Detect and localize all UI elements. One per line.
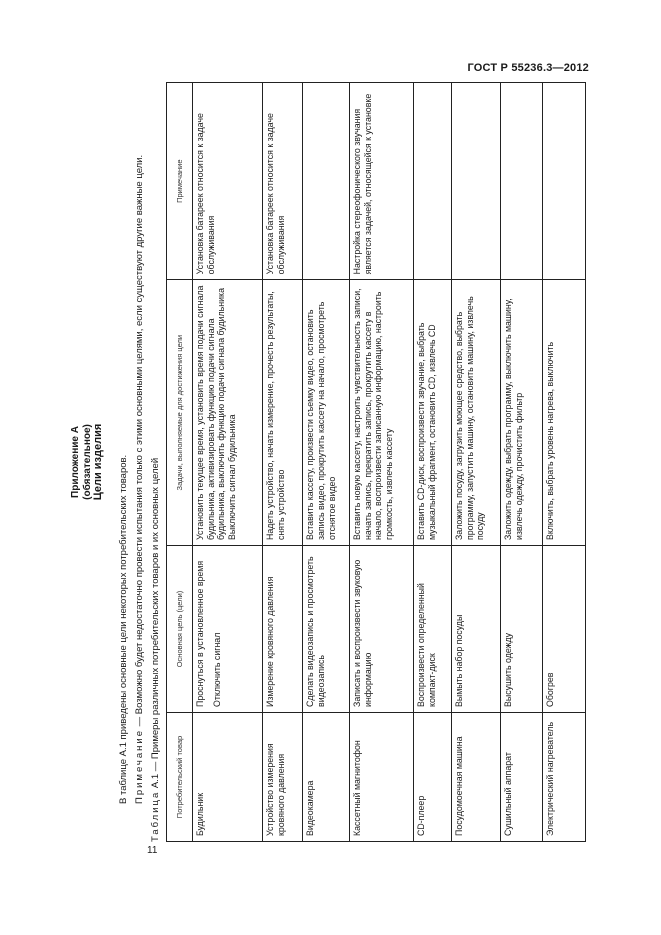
cell-tasks xyxy=(193,280,263,546)
note-label: Примечание xyxy=(134,729,145,804)
cell-product: Видеокамера xyxy=(303,712,350,841)
cell-product: Будильник xyxy=(193,712,263,841)
cell-product: Сушильный аппарат xyxy=(501,712,543,841)
goal-text: Проснуться в установленное время xyxy=(195,560,205,707)
cell-product: Устройство измерения кровяного давления xyxy=(263,712,303,841)
cell-product: Кассетный магнитофон xyxy=(350,712,414,841)
header-tasks: Задачи, выполняемые для достижения цели xyxy=(167,280,193,546)
cell-goal: Высушить одежду xyxy=(501,546,543,713)
table-row xyxy=(452,83,501,842)
cell-goal: Записать и воспроизвести звуковую информацию xyxy=(350,546,414,713)
cell-note xyxy=(413,83,451,280)
cell-note xyxy=(543,83,586,280)
note-text: — Возможно будет недостаточно провести испытания только с этими основными целями, если существуют другие важные цели. xyxy=(134,154,145,729)
table-row xyxy=(543,83,586,842)
cell-note: Установка батареек относится к задаче обслуживания xyxy=(263,83,303,280)
cell-note: Настройка стереофонического звучания является задачей, относящейся к установке xyxy=(350,83,414,280)
intro-paragraph: В таблице А.1 приведены основные цели некоторых потребительских товаров. xyxy=(118,454,129,804)
cell-goal: Вымыть набор посуды xyxy=(452,546,501,713)
table-caption xyxy=(150,82,162,842)
cell-goal: Сделать видеозапись и просмотреть видеозапись xyxy=(303,546,350,713)
cell-goal: Измерение кровяного давления xyxy=(263,546,303,713)
cell-product: Посудомоечная машина xyxy=(452,712,501,841)
cell-tasks: Вставить новую кассету, настроить чувствительность записи, начать запись, прекратить запись, прокрутить кассету в начало, воспроизвести записанную информацию, настроить громкость, извлечь кассету xyxy=(350,280,414,546)
section-heading: Цели изделия xyxy=(92,423,104,501)
table-row xyxy=(350,83,414,842)
cell-tasks: Заложить посуду, загрузить моющее средство, выбрать программу, запустить машину, остановить машину, извлечь посуду xyxy=(452,280,501,546)
cell-goal xyxy=(193,546,263,713)
cell-tasks: Включить, выбрать уровень нагрева, выключить xyxy=(543,280,586,546)
header-note: Примечание xyxy=(167,83,193,280)
cell-tasks: Вставить CD-диск, воспроизвести звучание, выбрать музыкальный фрагмент, остановить CD, извлечь CD xyxy=(413,280,451,546)
goal-text-secondary: Отключить сигнал xyxy=(211,632,222,707)
cell-tasks: Вставить кассету, произвести съемку видео, остановить запись видео, прокрутить кассету на начало, просмотреть отснятое видео xyxy=(303,280,350,546)
header-goal: Основная цель (цели) xyxy=(167,546,193,713)
cell-tasks: Заложить одежду, выбрать программу, выключить машину, извлечь одежду, прочистить фильтр xyxy=(501,280,543,546)
header-product: Потребительский товар xyxy=(167,712,193,841)
cell-product: CD-плеер xyxy=(413,712,451,841)
annex-title: Приложение А (обязательное) xyxy=(70,424,93,500)
table-row xyxy=(303,83,350,842)
table-row xyxy=(413,83,451,842)
rotated-content xyxy=(70,82,590,842)
document-id: ГОСТ Р 55236.3—2012 xyxy=(467,62,589,74)
table-row xyxy=(501,83,543,842)
table-title: А.1 — Примеры различных потребительских товаров и их основных целей xyxy=(150,457,161,791)
table-row xyxy=(193,83,263,842)
cell-note: Установка батареек относится к задаче обслуживания xyxy=(193,83,263,280)
tasks-text-secondary: Выключить сигнал будильника xyxy=(226,414,237,541)
table-row xyxy=(263,83,303,842)
cell-note xyxy=(303,83,350,280)
page-number: 11 xyxy=(147,845,158,856)
cell-goal: Воспроизвести определенный компакт-диск xyxy=(413,546,451,713)
note-paragraph xyxy=(134,82,146,842)
cell-goal: Обогрев xyxy=(543,546,586,713)
cell-note xyxy=(452,83,501,280)
cell-product: Электрический нагреватель xyxy=(543,712,586,841)
goals-table xyxy=(166,82,586,842)
cell-note xyxy=(501,83,543,280)
cell-tasks: Надеть устройство, начать измерение, прочесть результаты, снять устройство xyxy=(263,280,303,546)
tasks-text: Установить текущее время, установить время подачи сигнала будильника, активизировать функцию подачи сигнала будильника, выключить функцию подачи сигнала будильника xyxy=(195,285,227,541)
table-label: Таблица xyxy=(150,790,161,842)
